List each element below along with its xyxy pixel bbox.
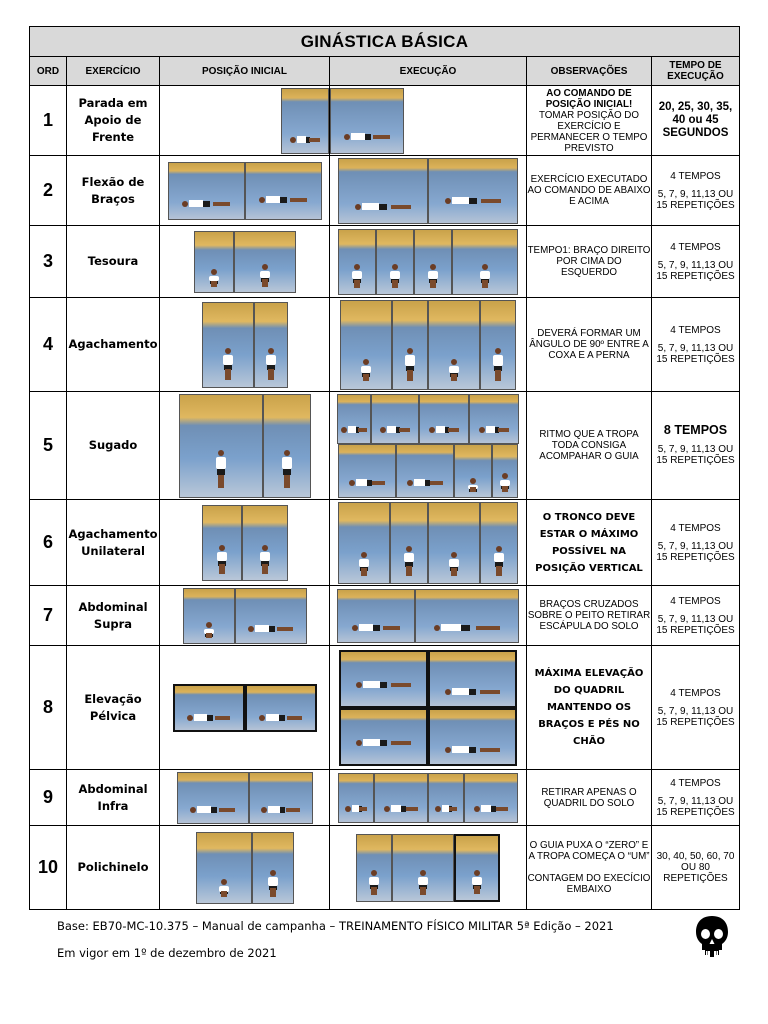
- exercise-photo: [254, 302, 288, 388]
- exercise-name: Flexão de Braços: [67, 156, 160, 226]
- exercise-photo: [235, 588, 307, 644]
- tempo-head: 4 TEMPOS: [670, 687, 721, 699]
- exercise-photo: [337, 394, 371, 444]
- exercise-photo: [414, 229, 452, 295]
- exercise-name: Tesoura: [67, 226, 160, 298]
- table-row: [30, 770, 740, 826]
- exercise-photo: [428, 300, 480, 390]
- exercise-photo: [492, 444, 518, 498]
- exercise-photo: [281, 88, 329, 154]
- execution-photos: [330, 392, 527, 500]
- exercise-photo: [371, 394, 419, 444]
- tempo-head: 8 TEMPOS: [663, 423, 728, 437]
- tempo-text: [652, 156, 740, 226]
- exercise-photo: [396, 444, 454, 498]
- exercise-photo: [252, 832, 294, 904]
- table-row: [30, 826, 740, 910]
- header-row: [30, 57, 740, 86]
- ord-number: 7: [30, 586, 67, 646]
- observation-text: RITMO QUE A TROPA TODA CONSIGA ACOMPAHAR O GUIA: [527, 392, 652, 500]
- exercise-photo: [173, 684, 245, 732]
- table-title: GINÁSTICA BÁSICA: [30, 27, 740, 57]
- ord-number: 2: [30, 156, 67, 226]
- exercise-name: Abdominal Infra: [67, 770, 160, 826]
- observation-text: RETIRAR APENAS O QUADRIL DO SOLO: [527, 770, 652, 826]
- tempo-reps: 5, 7, 9, 11,13 OU 15 REPETIÇÕES: [656, 342, 735, 365]
- tempo-text: [652, 298, 740, 392]
- exercise-photo: [374, 773, 428, 823]
- execution-photos: [330, 500, 527, 586]
- skull-icon: [694, 915, 730, 961]
- start-position-photos: [160, 586, 330, 646]
- execution-photos: [330, 770, 527, 826]
- exercise-photo: [390, 502, 428, 584]
- exercise-table: [29, 26, 740, 910]
- exercise-name: Agachamento: [67, 298, 160, 392]
- tempo-head: 4 TEMPOS: [670, 170, 721, 182]
- exercise-photo: [454, 444, 492, 498]
- table-row: [30, 226, 740, 298]
- execution-photos: [330, 826, 527, 910]
- exercise-photo: [419, 394, 469, 444]
- exercise-photo: [469, 394, 519, 444]
- observation-text: TEMPO1: BRAÇO DIREITO POR CIMA DO ESQUERDO: [527, 226, 652, 298]
- exercise-photo: [428, 708, 517, 766]
- exercise-photo: [454, 834, 500, 902]
- start-position-photos: [160, 86, 330, 156]
- ord-number: 8: [30, 646, 67, 770]
- exercise-photo: [428, 650, 517, 708]
- tempo-head: 4 TEMPOS: [670, 777, 721, 789]
- table-row: [30, 586, 740, 646]
- observation-text: MÁXIMA ELEVAÇÃO DO QUADRIL MANTENDO OS BRAÇOS E PÉS NO CHÃO: [527, 646, 652, 770]
- start-position-photos: [160, 298, 330, 392]
- tempo-text: [652, 646, 740, 770]
- observation-text: DEVERÁ FORMAR UM ÂNGULO DE 90º ENTRE A COXA E A PERNA: [527, 298, 652, 392]
- exercise-name: Elevação Pélvica: [67, 646, 160, 770]
- tempo-reps: 5, 7, 9, 11,13 OU 15 REPETIÇÕES: [656, 540, 735, 563]
- exercise-photo: [245, 162, 322, 220]
- table-row: [30, 646, 740, 770]
- table-row: [30, 156, 740, 226]
- tempo-head: 4 TEMPOS: [670, 241, 721, 253]
- exercise-photo: [263, 394, 311, 498]
- execution-photos: [330, 86, 527, 156]
- exercise-photo: [356, 834, 392, 902]
- observation-part-a: O GUIA PUXA O “ZERO” E A TROPA COMEÇA O “UM”: [528, 840, 650, 862]
- tempo-text: [652, 586, 740, 646]
- table-row: [30, 392, 740, 500]
- exercise-photo: [194, 231, 234, 293]
- header-exercicio: EXERCÍCIO: [67, 57, 160, 86]
- exercise-name: Parada em Apoio de Frente: [67, 86, 160, 156]
- observation-lead: AO COMANDO DE POSIÇÃO INICIAL!: [545, 87, 633, 110]
- observation-rest: TOMAR POSIÇÃO DO EXERCÍCIO E PERMANECER O TEMPO PREVISTO: [530, 109, 648, 154]
- observation-text: [527, 86, 652, 156]
- tempo-text: [652, 500, 740, 586]
- execution-photos: [330, 156, 527, 226]
- start-position-photos: [160, 156, 330, 226]
- exercise-photo: [337, 589, 415, 643]
- execution-photos: [330, 586, 527, 646]
- tempo-head: 4 TEMPOS: [670, 324, 721, 336]
- start-position-photos: [160, 500, 330, 586]
- exercise-photo: [249, 772, 313, 824]
- exercise-photo: [179, 394, 263, 498]
- tempo-reps: 5, 7, 9, 11,13 OU 15 REPETIÇÕES: [656, 705, 735, 728]
- tempo-text: 30, 40, 50, 60, 70 OU 80 REPETIÇÕES: [652, 826, 740, 910]
- header-posicao-inicial: POSIÇÃO INICIAL: [160, 57, 330, 86]
- exercise-photo: [376, 229, 414, 295]
- tempo-reps: 5, 7, 9, 11,13 OU 15 REPETIÇÕES: [656, 188, 735, 211]
- header-execucao: EXECUÇÃO: [330, 57, 527, 86]
- ord-number: 6: [30, 500, 67, 586]
- exercise-photo: [338, 502, 390, 584]
- exercise-photo: [338, 444, 396, 498]
- exercise-photo: [480, 300, 516, 390]
- exercise-photo: [464, 773, 518, 823]
- ord-number: 4: [30, 298, 67, 392]
- exercise-photo: [428, 502, 480, 584]
- exercise-photo: [242, 505, 288, 581]
- start-position-photos: [160, 826, 330, 910]
- start-position-photos: [160, 226, 330, 298]
- exercise-photo: [339, 708, 428, 766]
- tempo-reps: 5, 7, 9, 11,13 OU 15 REPETIÇÕES: [656, 259, 735, 282]
- observation-part-b: CONTAGEM DO EXECÍCIO EMBAIXO: [527, 873, 651, 895]
- exercise-photo: [452, 229, 518, 295]
- exercise-photo: [338, 158, 428, 224]
- start-position-photos: [160, 392, 330, 500]
- tempo-text: 20, 25, 30, 35, 40 ou 45 SEGUNDOS: [652, 86, 740, 156]
- exercise-photo: [338, 229, 376, 295]
- exercise-name: Abdominal Supra: [67, 586, 160, 646]
- header-tempo: TEMPO DE EXECUÇÃO: [652, 57, 740, 86]
- table-row: [30, 500, 740, 586]
- header-ord: ORD: [30, 57, 67, 86]
- exercise-name: Agachamento Unilateral: [67, 500, 160, 586]
- exercise-photo: [202, 302, 254, 388]
- tempo-text: [652, 392, 740, 500]
- ord-number: 1: [30, 86, 67, 156]
- exercise-photo: [177, 772, 249, 824]
- execution-photos: [330, 646, 527, 770]
- exercise-photo: [234, 231, 296, 293]
- exercise-photo: [183, 588, 235, 644]
- tempo-text: [652, 226, 740, 298]
- ord-number: 10: [30, 826, 67, 910]
- exercise-photo: [392, 300, 428, 390]
- exercise-name: Sugado: [67, 392, 160, 500]
- execution-photos: [330, 298, 527, 392]
- footer-base: Base: EB70-MC-10.375 – Manual de campanha – TREINAMENTO FÍSICO MILITAR 5ª Edição – 2021: [57, 919, 614, 933]
- exercise-photo: [330, 88, 404, 154]
- exercise-photo: [392, 834, 454, 902]
- exercise-photo: [340, 300, 392, 390]
- observation-text: BRAÇOS CRUZADOS SOBRE O PEITO RETIRAR ESCÁPULA DO SOLO: [527, 586, 652, 646]
- tempo-reps: 5, 7, 9, 11,13 OU 15 REPETIÇÕES: [656, 613, 735, 636]
- start-position-photos: [160, 770, 330, 826]
- observation-text: EXERCÍCIO EXECUTADO AO COMANDO DE ABAIXO E ACIMA: [527, 156, 652, 226]
- ord-number: 9: [30, 770, 67, 826]
- exercise-photo: [428, 158, 518, 224]
- exercise-photo: [168, 162, 245, 220]
- tempo-text: [652, 770, 740, 826]
- exercise-photo: [339, 650, 428, 708]
- ord-number: 5: [30, 392, 67, 500]
- tempo-reps: 5, 7, 9, 11,13 OU 15 REPETIÇÕES: [656, 444, 735, 466]
- start-position-photos: [160, 646, 330, 770]
- exercise-photo: [202, 505, 242, 581]
- exercise-photo: [428, 773, 464, 823]
- tempo-head: 4 TEMPOS: [670, 595, 721, 607]
- table-row: [30, 86, 740, 156]
- footer-vigor: Em vigor em 1º de dezembro de 2021: [57, 946, 277, 960]
- tempo-reps: 5, 7, 9, 11,13 OU 15 REPETIÇÕES: [656, 795, 735, 818]
- observation-text: O TRONCO DEVE ESTAR O MÁXIMO POSSÍVEL NA POSIÇÃO VERTICAL: [527, 500, 652, 586]
- tempo-head: 4 TEMPOS: [670, 522, 721, 534]
- header-observacoes: OBSERVAÇÕES: [527, 57, 652, 86]
- exercise-photo: [480, 502, 518, 584]
- table-row: [30, 298, 740, 392]
- exercise-photo: [415, 589, 519, 643]
- exercise-photo: [245, 684, 317, 732]
- exercise-photo: [196, 832, 252, 904]
- ord-number: 3: [30, 226, 67, 298]
- execution-photos: [330, 226, 527, 298]
- observation-text: [527, 826, 652, 910]
- exercise-photo: [338, 773, 374, 823]
- exercise-name: Polichinelo: [67, 826, 160, 910]
